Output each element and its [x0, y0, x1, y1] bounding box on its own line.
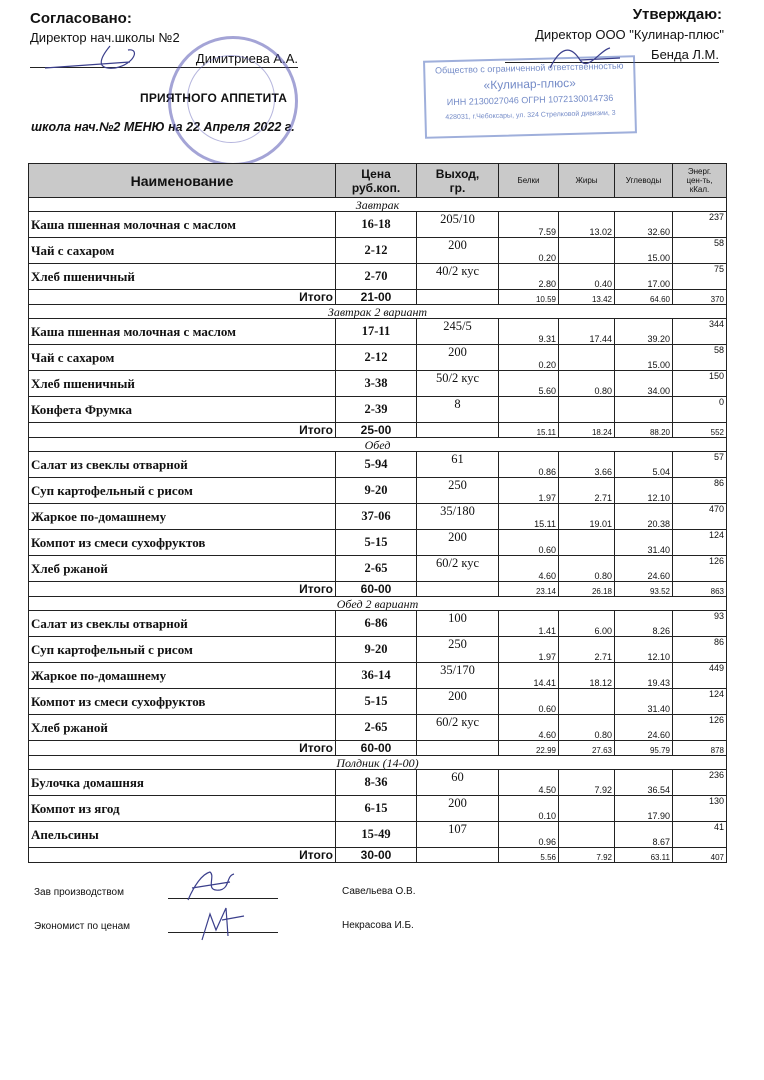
dish-price: 8-36 [336, 770, 417, 796]
total-label: Итого [29, 848, 336, 863]
total-row [29, 848, 727, 863]
dish-kcal: 0 [673, 397, 727, 423]
dish-name: Жаркое по-домашнему [29, 663, 336, 689]
dish-price: 2-12 [336, 238, 417, 264]
dish-price: 2-65 [336, 715, 417, 741]
menu-date-line: школа нач.№2 МЕНЮ на 22 Апреля 2022 г. [31, 120, 295, 134]
dish-price: 2-65 [336, 556, 417, 582]
dish-price: 5-15 [336, 689, 417, 715]
dish-carbs: 31.40 [615, 530, 673, 556]
dish-carbs: 34.00 [615, 371, 673, 397]
menu-item-row [29, 689, 727, 715]
dish-kcal: 57 [673, 452, 727, 478]
dish-carbs: 15.00 [615, 345, 673, 371]
footer-name-2: Некрасова И.Б. [342, 920, 414, 931]
dish-carbs: 17.90 [615, 796, 673, 822]
total-fat: 26.18 [559, 582, 615, 597]
menu-item-row [29, 770, 727, 796]
dish-fat: 0.80 [559, 556, 615, 582]
dish-protein: 2.80 [499, 264, 559, 290]
total-label: Итого [29, 741, 336, 756]
total-protein: 5.56 [499, 848, 559, 863]
dish-kcal: 124 [673, 530, 727, 556]
dish-yield: 107 [417, 822, 499, 848]
dish-fat: 2.71 [559, 478, 615, 504]
dish-name: Компот из смеси сухофруктов [29, 530, 336, 556]
dish-yield: 60 [417, 770, 499, 796]
dish-protein: 4.60 [499, 715, 559, 741]
dish-kcal: 236 [673, 770, 727, 796]
dish-carbs: 8.26 [615, 611, 673, 637]
dish-kcal: 75 [673, 264, 727, 290]
agreed-name: Димитриева А.А. [30, 51, 298, 68]
dish-price: 2-12 [336, 345, 417, 371]
total-price: 30-00 [336, 848, 417, 863]
total-price: 21-00 [336, 290, 417, 305]
dish-yield: 60/2 кус [417, 715, 499, 741]
signature-left [40, 38, 200, 78]
dish-carbs: 39.20 [615, 319, 673, 345]
dish-name: Булочка домашняя [29, 770, 336, 796]
total-price: 25-00 [336, 423, 417, 438]
col-fat-header: Жиры [559, 164, 615, 198]
menu-item-row [29, 212, 727, 238]
dish-name: Компот из ягод [29, 796, 336, 822]
dish-carbs: 24.60 [615, 556, 673, 582]
dish-fat: 6.00 [559, 611, 615, 637]
dish-kcal: 124 [673, 689, 727, 715]
dish-protein: 1.41 [499, 611, 559, 637]
total-yield-empty [417, 741, 499, 756]
agreed-title: Согласовано: [30, 10, 132, 27]
menu-item-row [29, 663, 727, 689]
total-kcal: 552 [673, 423, 727, 438]
menu-body [29, 198, 727, 863]
dish-carbs: 20.38 [615, 504, 673, 530]
menu-item-row [29, 822, 727, 848]
dish-kcal: 470 [673, 504, 727, 530]
dish-kcal: 237 [673, 212, 727, 238]
dish-kcal: 150 [673, 371, 727, 397]
dish-fat [559, 689, 615, 715]
dish-price: 37-06 [336, 504, 417, 530]
total-protein: 23.14 [499, 582, 559, 597]
section-header-row [29, 597, 727, 611]
dish-price: 15-49 [336, 822, 417, 848]
total-kcal: 878 [673, 741, 727, 756]
dish-protein: 1.97 [499, 637, 559, 663]
total-kcal: 863 [673, 582, 727, 597]
menu-item-row [29, 556, 727, 582]
total-fat: 27.63 [559, 741, 615, 756]
section-title: Завтрак 2 вариант [29, 305, 727, 319]
dish-yield: 250 [417, 637, 499, 663]
col-price-line1: Цена [361, 166, 391, 181]
col-yield-header [417, 164, 499, 198]
dish-name: Хлеб пшеничный [29, 264, 336, 290]
footer-role-1: Зав производством [34, 887, 124, 898]
dish-protein: 4.50 [499, 770, 559, 796]
approve-name: Бенда Л.М. [505, 47, 719, 63]
dish-fat: 19.01 [559, 504, 615, 530]
dish-kcal: 86 [673, 637, 727, 663]
dish-kcal: 41 [673, 822, 727, 848]
section-title: Обед 2 вариант [29, 597, 727, 611]
dish-yield: 35/180 [417, 504, 499, 530]
agreed-position: Директор нач.школы №2 [30, 30, 180, 45]
dish-kcal: 344 [673, 319, 727, 345]
dish-protein: 0.86 [499, 452, 559, 478]
col-name-header: Наименование [29, 164, 336, 198]
total-yield-empty [417, 582, 499, 597]
dish-name: Апельсины [29, 822, 336, 848]
dish-fat [559, 397, 615, 423]
total-fat: 13.42 [559, 290, 615, 305]
dish-protein: 0.60 [499, 689, 559, 715]
menu-item-row [29, 478, 727, 504]
dish-kcal: 58 [673, 238, 727, 264]
dish-fat [559, 796, 615, 822]
total-label: Итого [29, 290, 336, 305]
dish-name: Хлеб ржаной [29, 556, 336, 582]
dish-fat [559, 822, 615, 848]
dish-protein: 0.20 [499, 345, 559, 371]
dish-yield: 200 [417, 345, 499, 371]
dish-fat: 7.92 [559, 770, 615, 796]
dish-fat [559, 345, 615, 371]
menu-item-row [29, 264, 727, 290]
signature-footer-2 [196, 900, 256, 944]
dish-name: Чай с сахаром [29, 345, 336, 371]
stamp-line-2: «Кулинар-плюс» [483, 75, 576, 93]
dish-price: 6-86 [336, 611, 417, 637]
col-energy-line1: Энерг. [687, 167, 712, 176]
dish-carbs: 15.00 [615, 238, 673, 264]
dish-kcal: 58 [673, 345, 727, 371]
dish-yield: 200 [417, 530, 499, 556]
total-protein: 22.99 [499, 741, 559, 756]
col-yield-line2: гр. [449, 180, 466, 195]
menu-item-row [29, 371, 727, 397]
dish-carbs: 24.60 [615, 715, 673, 741]
total-kcal: 370 [673, 290, 727, 305]
dish-price: 16-18 [336, 212, 417, 238]
dish-fat: 2.71 [559, 637, 615, 663]
total-row [29, 290, 727, 305]
total-protein: 15.11 [499, 423, 559, 438]
dish-price: 5-15 [336, 530, 417, 556]
dish-kcal: 449 [673, 663, 727, 689]
dish-kcal: 126 [673, 715, 727, 741]
dish-name: Салат из свеклы отварной [29, 452, 336, 478]
dish-fat [559, 530, 615, 556]
dish-name: Конфета Фрумка [29, 397, 336, 423]
dish-carbs: 32.60 [615, 212, 673, 238]
total-yield-empty [417, 290, 499, 305]
total-row [29, 582, 727, 597]
menu-item-row [29, 345, 727, 371]
total-label: Итого [29, 582, 336, 597]
col-energy-line3: кКал. [689, 185, 710, 194]
dish-kcal: 86 [673, 478, 727, 504]
menu-item-row [29, 397, 727, 423]
dish-price: 5-94 [336, 452, 417, 478]
dish-name: Каша пшенная молочная с маслом [29, 319, 336, 345]
dish-yield: 8 [417, 397, 499, 423]
dish-protein: 4.60 [499, 556, 559, 582]
dish-yield: 100 [417, 611, 499, 637]
dish-name: Жаркое по-домашнему [29, 504, 336, 530]
dish-carbs: 36.54 [615, 770, 673, 796]
total-price: 60-00 [336, 582, 417, 597]
dish-protein: 1.97 [499, 478, 559, 504]
dish-carbs: 31.40 [615, 689, 673, 715]
menu-item-row [29, 319, 727, 345]
dish-yield: 60/2 кус [417, 556, 499, 582]
menu-item-row [29, 715, 727, 741]
stamp-line-4: 428031, г.Чебоксары, ул. 324 Стрелковой дивизии, 3 [445, 109, 616, 122]
total-carbs: 88.20 [615, 423, 673, 438]
dish-kcal: 93 [673, 611, 727, 637]
section-header-row [29, 438, 727, 452]
approve-title: Утверждаю: [632, 6, 722, 23]
dish-fat: 18.12 [559, 663, 615, 689]
dish-fat: 17.44 [559, 319, 615, 345]
total-carbs: 63.11 [615, 848, 673, 863]
total-carbs: 64.60 [615, 290, 673, 305]
total-row [29, 423, 727, 438]
menu-item-row [29, 796, 727, 822]
dish-name: Хлеб пшеничный [29, 371, 336, 397]
dish-carbs: 12.10 [615, 637, 673, 663]
dish-price: 36-14 [336, 663, 417, 689]
col-yield-line1: Выход, [435, 166, 480, 181]
total-price: 60-00 [336, 741, 417, 756]
dish-name: Компот из смеси сухофруктов [29, 689, 336, 715]
dish-price: 2-70 [336, 264, 417, 290]
section-title: Завтрак [29, 198, 727, 212]
dish-carbs: 17.00 [615, 264, 673, 290]
menu-item-row [29, 530, 727, 556]
total-fat: 7.92 [559, 848, 615, 863]
dish-yield: 250 [417, 478, 499, 504]
dish-protein: 7.59 [499, 212, 559, 238]
dish-name: Чай с сахаром [29, 238, 336, 264]
dish-price: 2-39 [336, 397, 417, 423]
dish-carbs: 5.04 [615, 452, 673, 478]
dish-protein: 9.31 [499, 319, 559, 345]
dish-yield: 245/5 [417, 319, 499, 345]
dish-fat: 0.80 [559, 371, 615, 397]
dish-protein [499, 397, 559, 423]
col-price-header [336, 164, 417, 198]
menu-item-row [29, 637, 727, 663]
dish-yield: 61 [417, 452, 499, 478]
dish-yield: 200 [417, 238, 499, 264]
total-yield-empty [417, 848, 499, 863]
stamp-line-1: Общество с ограниченной ответственностью [434, 60, 624, 76]
dish-protein: 15.11 [499, 504, 559, 530]
total-protein: 10.59 [499, 290, 559, 305]
dish-yield: 40/2 кус [417, 264, 499, 290]
total-kcal: 407 [673, 848, 727, 863]
total-carbs: 93.52 [615, 582, 673, 597]
dish-protein: 5.60 [499, 371, 559, 397]
footer-name-1: Савельева О.В. [342, 886, 416, 897]
section-header-row [29, 305, 727, 319]
total-fat: 18.24 [559, 423, 615, 438]
approve-position: Директор ООО "Кулинар-плюс" [535, 27, 724, 42]
menu-table [28, 163, 727, 863]
dish-price: 6-15 [336, 796, 417, 822]
dish-yield: 200 [417, 796, 499, 822]
dish-carbs: 19.43 [615, 663, 673, 689]
col-energy-line2: цен-ть, [686, 176, 713, 185]
dish-name: Суп картофельный с рисом [29, 637, 336, 663]
menu-item-row [29, 238, 727, 264]
dish-name: Хлеб ржаной [29, 715, 336, 741]
dish-price: 9-20 [336, 637, 417, 663]
menu-item-row [29, 611, 727, 637]
dish-protein: 0.20 [499, 238, 559, 264]
dish-price: 9-20 [336, 478, 417, 504]
col-energy-header [673, 164, 727, 198]
dish-yield: 200 [417, 689, 499, 715]
dish-protein: 0.10 [499, 796, 559, 822]
total-row [29, 741, 727, 756]
dish-name: Суп картофельный с рисом [29, 478, 336, 504]
dish-name: Каша пшенная молочная с маслом [29, 212, 336, 238]
stamp-line-3: ИНН 2130027046 ОГРН 1072130014736 [446, 92, 614, 108]
dish-kcal: 126 [673, 556, 727, 582]
dish-kcal: 130 [673, 796, 727, 822]
menu-item-row [29, 452, 727, 478]
dish-carbs: 12.10 [615, 478, 673, 504]
dish-protein: 14.41 [499, 663, 559, 689]
section-title: Полдник (14-00) [29, 756, 727, 770]
dish-fat: 3.66 [559, 452, 615, 478]
menu-item-row [29, 504, 727, 530]
dish-protein: 0.60 [499, 530, 559, 556]
dish-yield: 35/170 [417, 663, 499, 689]
dish-fat [559, 238, 615, 264]
dish-yield: 205/10 [417, 212, 499, 238]
col-price-line2: руб.коп. [351, 180, 401, 195]
dish-price: 17-11 [336, 319, 417, 345]
section-header-row [29, 756, 727, 770]
dish-name: Салат из свеклы отварной [29, 611, 336, 637]
signature-right [540, 38, 640, 78]
section-header-row [29, 198, 727, 212]
total-carbs: 95.79 [615, 741, 673, 756]
total-yield-empty [417, 423, 499, 438]
appetite-heading: ПРИЯТНОГО АППЕТИТА [140, 91, 288, 105]
dish-carbs [615, 397, 673, 423]
col-carbs-header: Углеводы [615, 164, 673, 198]
dish-price: 3-38 [336, 371, 417, 397]
dish-fat: 0.40 [559, 264, 615, 290]
col-protein-header: Белки [499, 164, 559, 198]
dish-fat: 13.02 [559, 212, 615, 238]
total-label: Итого [29, 423, 336, 438]
dish-yield: 50/2 кус [417, 371, 499, 397]
footer-role-2: Экономист по ценам [34, 921, 131, 932]
dish-carbs: 8.67 [615, 822, 673, 848]
dish-fat: 0.80 [559, 715, 615, 741]
dish-protein: 0.96 [499, 822, 559, 848]
section-title: Обед [29, 438, 727, 452]
